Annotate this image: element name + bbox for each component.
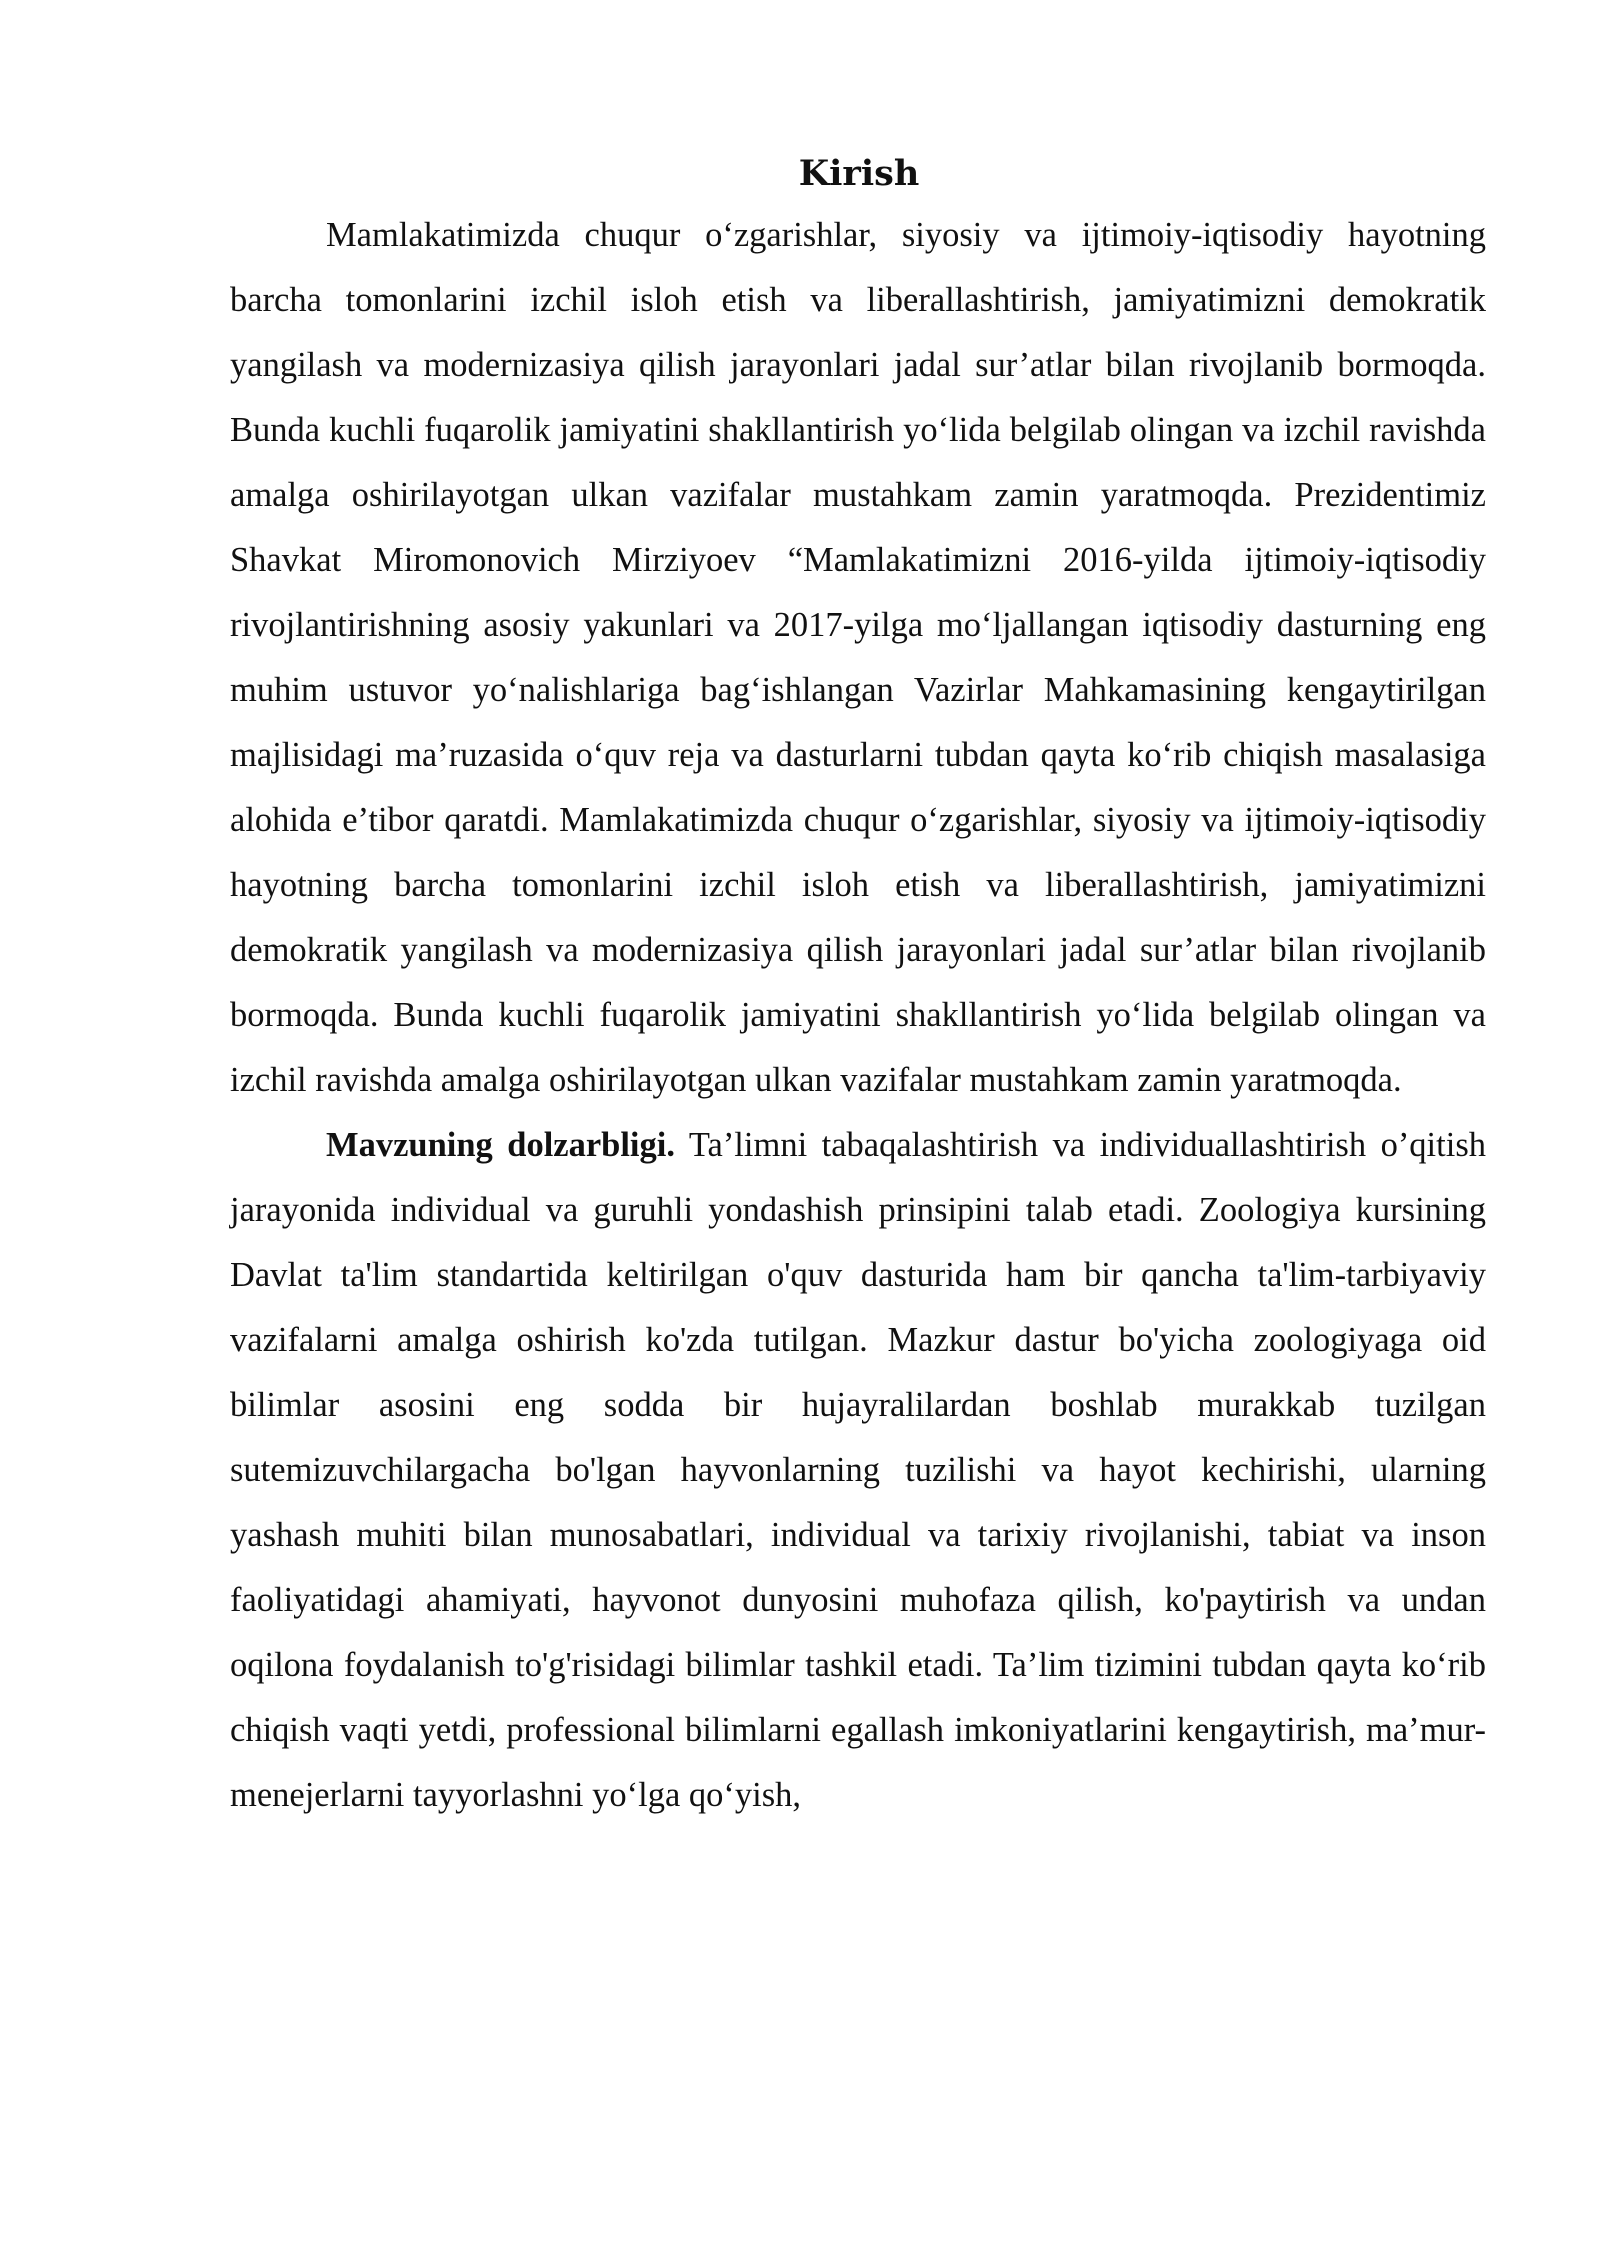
- paragraph-relevance: [230, 1113, 1486, 1828]
- document-title: Kirish: [798, 153, 920, 194]
- paragraph-introduction: Mamlakatimizda chuqur o‘zgarishlar, siyosiy va ijtimoiy-iqtisodiy hayotning barcha tomonlarini izchil isloh etish va liberallashtirish, jamiyatimizni demokratik yangilash va modernizasiya qilish jarayonlari jadal sur’atlar bilan rivojlanib bormoqda. Bunda kuchli fuqarolik jamiyatini shakllantirish yo‘lida belgilab olingan va izchil ravishda amalga oshirilayotgan ulkan vazifalar mustahkam zamin yaratmoqda. Prezidentimiz Shavkat Miromonovich Mirziyoev “Mamlakatimizni 2016-yilda ijtimoiy-iqtisodiy rivojlantirishning asosiy yakunlari va 2017-yilga mo‘ljallangan iqtisodiy dasturning eng muhim ustuvor yo‘nalishlariga bag‘ishlangan Vazirlar Mahkamasining kengaytirilgan majlisidagi ma’ruzasida o‘quv reja va dasturlarni tubdan qayta ko‘rib chiqish masalasiga alohida e’tibor qaratdi. Mamlakatimizda chuqur o‘zgarishlar, siyosiy va ijtimoiy-iqtisodiy hayotning barcha tomonlarini izchil isloh etish va liberallashtirish, jamiyatimizni demokratik yangilash va modernizasiya qilish jarayonlari jadal sur’atlar bilan rivojlanib bormoqda. Bunda kuchli fuqarolik jamiyatini shakllantirish yo‘lida belgilab olingan va izchil ravishda amalga oshirilayotgan ulkan vazifalar mustahkam zamin yaratmoqda.: [230, 216, 1486, 1099]
- relevance-text: Ta’limni tabaqalashtirish va individuallashtirish o’qitish jarayonida individual va guruhli yondashish prinsipini talab etadi. Zoologiya kursining Davlat ta'lim standartida keltirilgan o'quv dasturida ham bir qancha ta'lim-tarbiyaviy vazifalarni amalga oshirish ko'zda tutilgan. Mazkur dastur bo'yicha zoologiyaga oid bilimlar asosini eng sodda bir hujayralilardan boshlab murakkab tuzilgan sutemizuvchilargacha bo'lgan hayvonlarning tuzilishi va hayot kechirishi, ularning yashash muhiti bilan munosabatlari, individual va tarixiy rivojlanishi, tabiat va inson faoliyatidagi ahamiyati, hayvonot dunyosini muhofaza qilish, ko'paytirish va undan oqilona foydalanish to'g'risidagi bilimlar tashkil etadi. Ta’lim tizimini tubdan qayta ko‘rib chiqish vaqti yetdi, professional bilimlarni egallash imkoniyatlarini kengaytirish, ma’mur-menejerlarni tayyorlashni yo‘lga qo‘yish,: [230, 1126, 1486, 1814]
- document-body: [230, 145, 1486, 1828]
- relevance-heading: Mavzuning dolzarbligi.: [326, 1126, 675, 1164]
